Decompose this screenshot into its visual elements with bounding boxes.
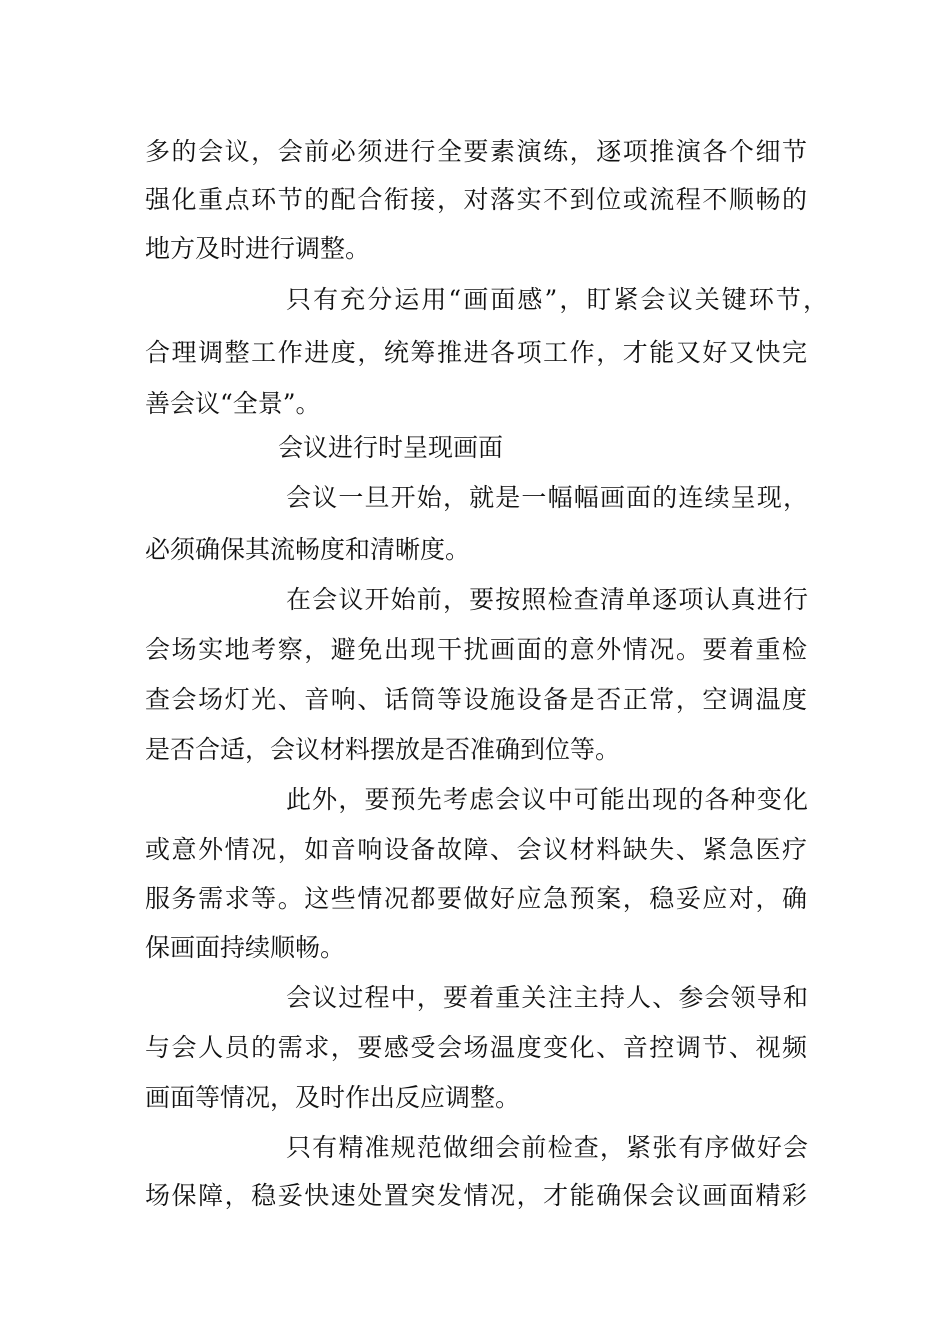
text-line: 多的会议，会前必须进行全要素演练，逐项推演各个细节 — [145, 137, 807, 166]
text-line: 合理调整工作进度，统筹推进各项工作，才能又好又快完 — [145, 338, 807, 367]
text-line: 或意外情况，如音响设备故障、会议材料缺失、紧急医疗 — [145, 835, 807, 864]
text-line: 画面等情况，及时作出反应调整。 — [145, 1083, 521, 1112]
text-line: 善会议“全景”。 — [145, 389, 321, 418]
text-line: 在会议开始前，要按照检查清单逐项认真进行 — [286, 585, 808, 614]
text-line: 此外，要预先考虑会议中可能出现的各种变化 — [286, 785, 808, 814]
text-line: 与会人员的需求，要感受会场温度变化、音控调节、视频 — [145, 1033, 807, 1062]
text-line: 场保障，稳妥快速处置突发情况，才能确保会议画面精彩 — [145, 1181, 807, 1210]
text-line: 会场实地考察，避免出现干扰画面的意外情况。要着重检 — [145, 635, 807, 664]
text-line: 地方及时进行调整。 — [145, 234, 371, 263]
text-line: 查会场灯光、音响、话筒等设施设备是否正常，空调温度 — [145, 685, 807, 714]
text-line: 保画面持续顺畅。 — [145, 933, 346, 962]
text-line: 必须确保其流畅度和清晰度。 — [145, 535, 471, 564]
text-line: 是否合适，会议材料摆放是否准确到位等。 — [145, 735, 621, 764]
section-heading: 会议进行时呈现画面 — [278, 433, 504, 462]
text-line: 只有精准规范做细会前检查，紧张有序做好会 — [286, 1133, 808, 1162]
text-line: 只有充分运用“画面感”，盯紧会议关键环节， — [286, 285, 828, 314]
text-line: 服务需求等。这些情况都要做好应急预案，稳妥应对，确 — [145, 884, 807, 913]
text-line: 会议一旦开始，就是一幅幅画面的连续呈现， — [286, 483, 808, 512]
text-line: 强化重点环节的配合衔接，对落实不到位或流程不顺畅的 — [145, 185, 807, 214]
text-line: 会议过程中，要着重关注主持人、参会领导和 — [286, 983, 808, 1012]
